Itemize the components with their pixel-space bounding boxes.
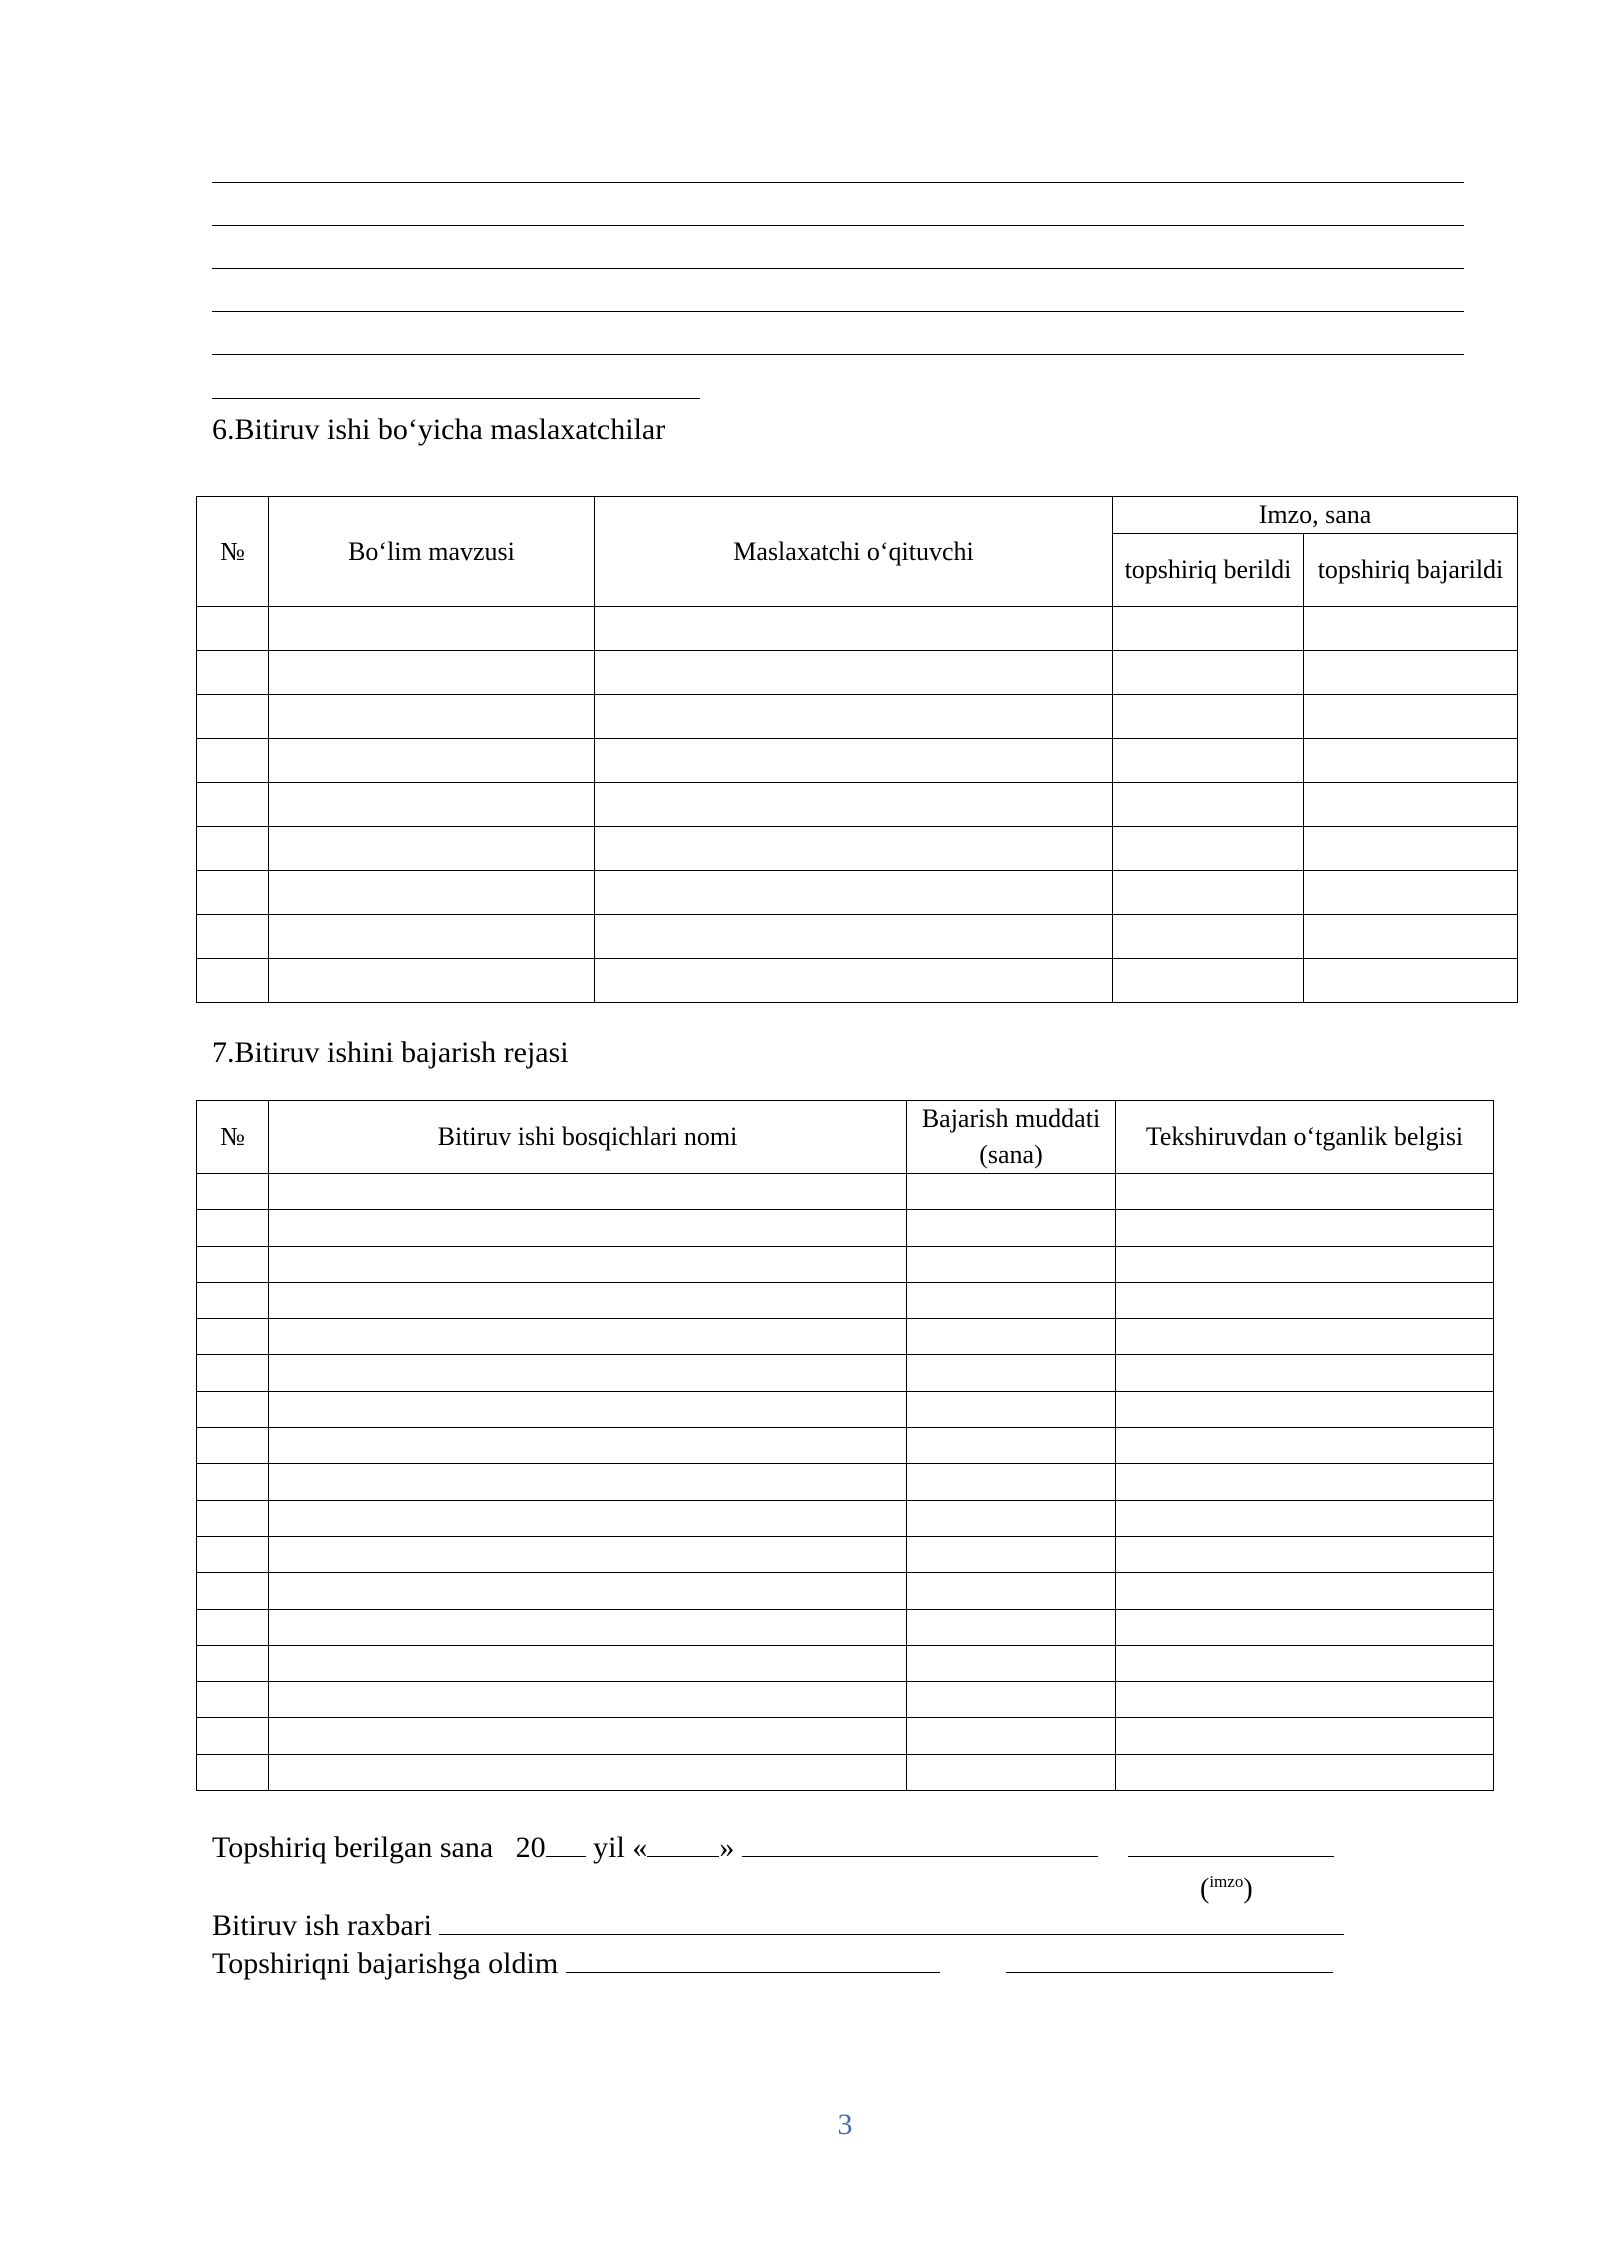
writing-line[interactable] [212,182,1464,183]
col-done-header: topshiriq bajarildi [1304,534,1518,607]
table-row [197,1754,1494,1790]
writing-line[interactable] [212,398,700,399]
table-row [197,739,1518,783]
col-deadline-header: Bajarish muddati (sana) [907,1101,1116,1174]
accepted-label: Topshiriqni bajarishga oldim [212,1947,559,1980]
writing-line[interactable] [212,225,1464,226]
table-row [197,1282,1494,1318]
table-row [197,651,1518,695]
signature-blank[interactable] [1128,1828,1334,1857]
month-blank[interactable] [742,1828,1098,1857]
table-row [197,1536,1494,1572]
accepted-blank[interactable] [566,1944,940,1973]
table-row [197,1573,1494,1609]
table-row [197,1682,1494,1718]
table-row [197,1428,1494,1464]
signature-note: ($^{imzo}$) [1200,1872,1253,1905]
table-row [197,871,1518,915]
day-blank[interactable] [647,1828,719,1857]
year-blank[interactable] [546,1828,586,1857]
table-row [197,1246,1494,1282]
supervisor-label: Bitiruv ish raxbari [212,1909,432,1942]
table-row [197,1718,1494,1754]
writing-line[interactable] [212,268,1464,269]
writing-line[interactable] [212,354,1464,355]
accepted-signature-blank[interactable] [1006,1944,1333,1973]
page-number: 3 [837,2108,853,2141]
table-row [197,1174,1494,1210]
issued-label: Topshiriq berilgan sana [212,1831,494,1864]
work-plan-table [196,1100,1494,1791]
col-number-header: № [197,1101,269,1174]
year-prefix: 20 [515,1831,546,1864]
col-check-header: Tekshiruvdan o‘tganlik belgisi [1116,1101,1494,1174]
supervisor-line [212,1906,1344,1944]
table-row [197,827,1518,871]
table-row [197,1609,1494,1645]
table-row [197,1319,1494,1355]
supervisor-blank[interactable] [439,1906,1344,1935]
table-row [197,695,1518,739]
advisors-table [196,496,1518,1003]
col-stages-header: Bitiruv ishi bosqichlari nomi [269,1101,907,1174]
col-given-header: topshiriq berildi [1113,534,1304,607]
col-signature-group-header: Imzo, sana [1113,497,1518,534]
col-number-header: № [197,497,269,607]
quote-close: » [719,1831,735,1864]
writing-line[interactable] [212,311,1464,312]
table-row [197,1391,1494,1427]
table-row [197,1500,1494,1536]
col-topic-header: Bo‘lim mavzusi [269,497,595,607]
table-row [197,607,1518,651]
table-row [197,1355,1494,1391]
table-row [197,915,1518,959]
issued-date-line [212,1828,1334,1866]
table-row [197,783,1518,827]
col-advisor-header: Maslaxatchi o‘qituvchi [595,497,1113,607]
table-row [197,1210,1494,1246]
year-suffix: yil « [593,1831,648,1864]
accepted-line [212,1944,1333,1982]
table-row [197,1464,1494,1500]
section7-heading: 7.Bitiruv ishini bajarish rejasi [212,1036,569,1069]
table-row [197,1645,1494,1681]
table-row [197,959,1518,1003]
section6-heading: 6.Bitiruv ishi bo‘yicha maslaxatchilar [212,413,666,446]
